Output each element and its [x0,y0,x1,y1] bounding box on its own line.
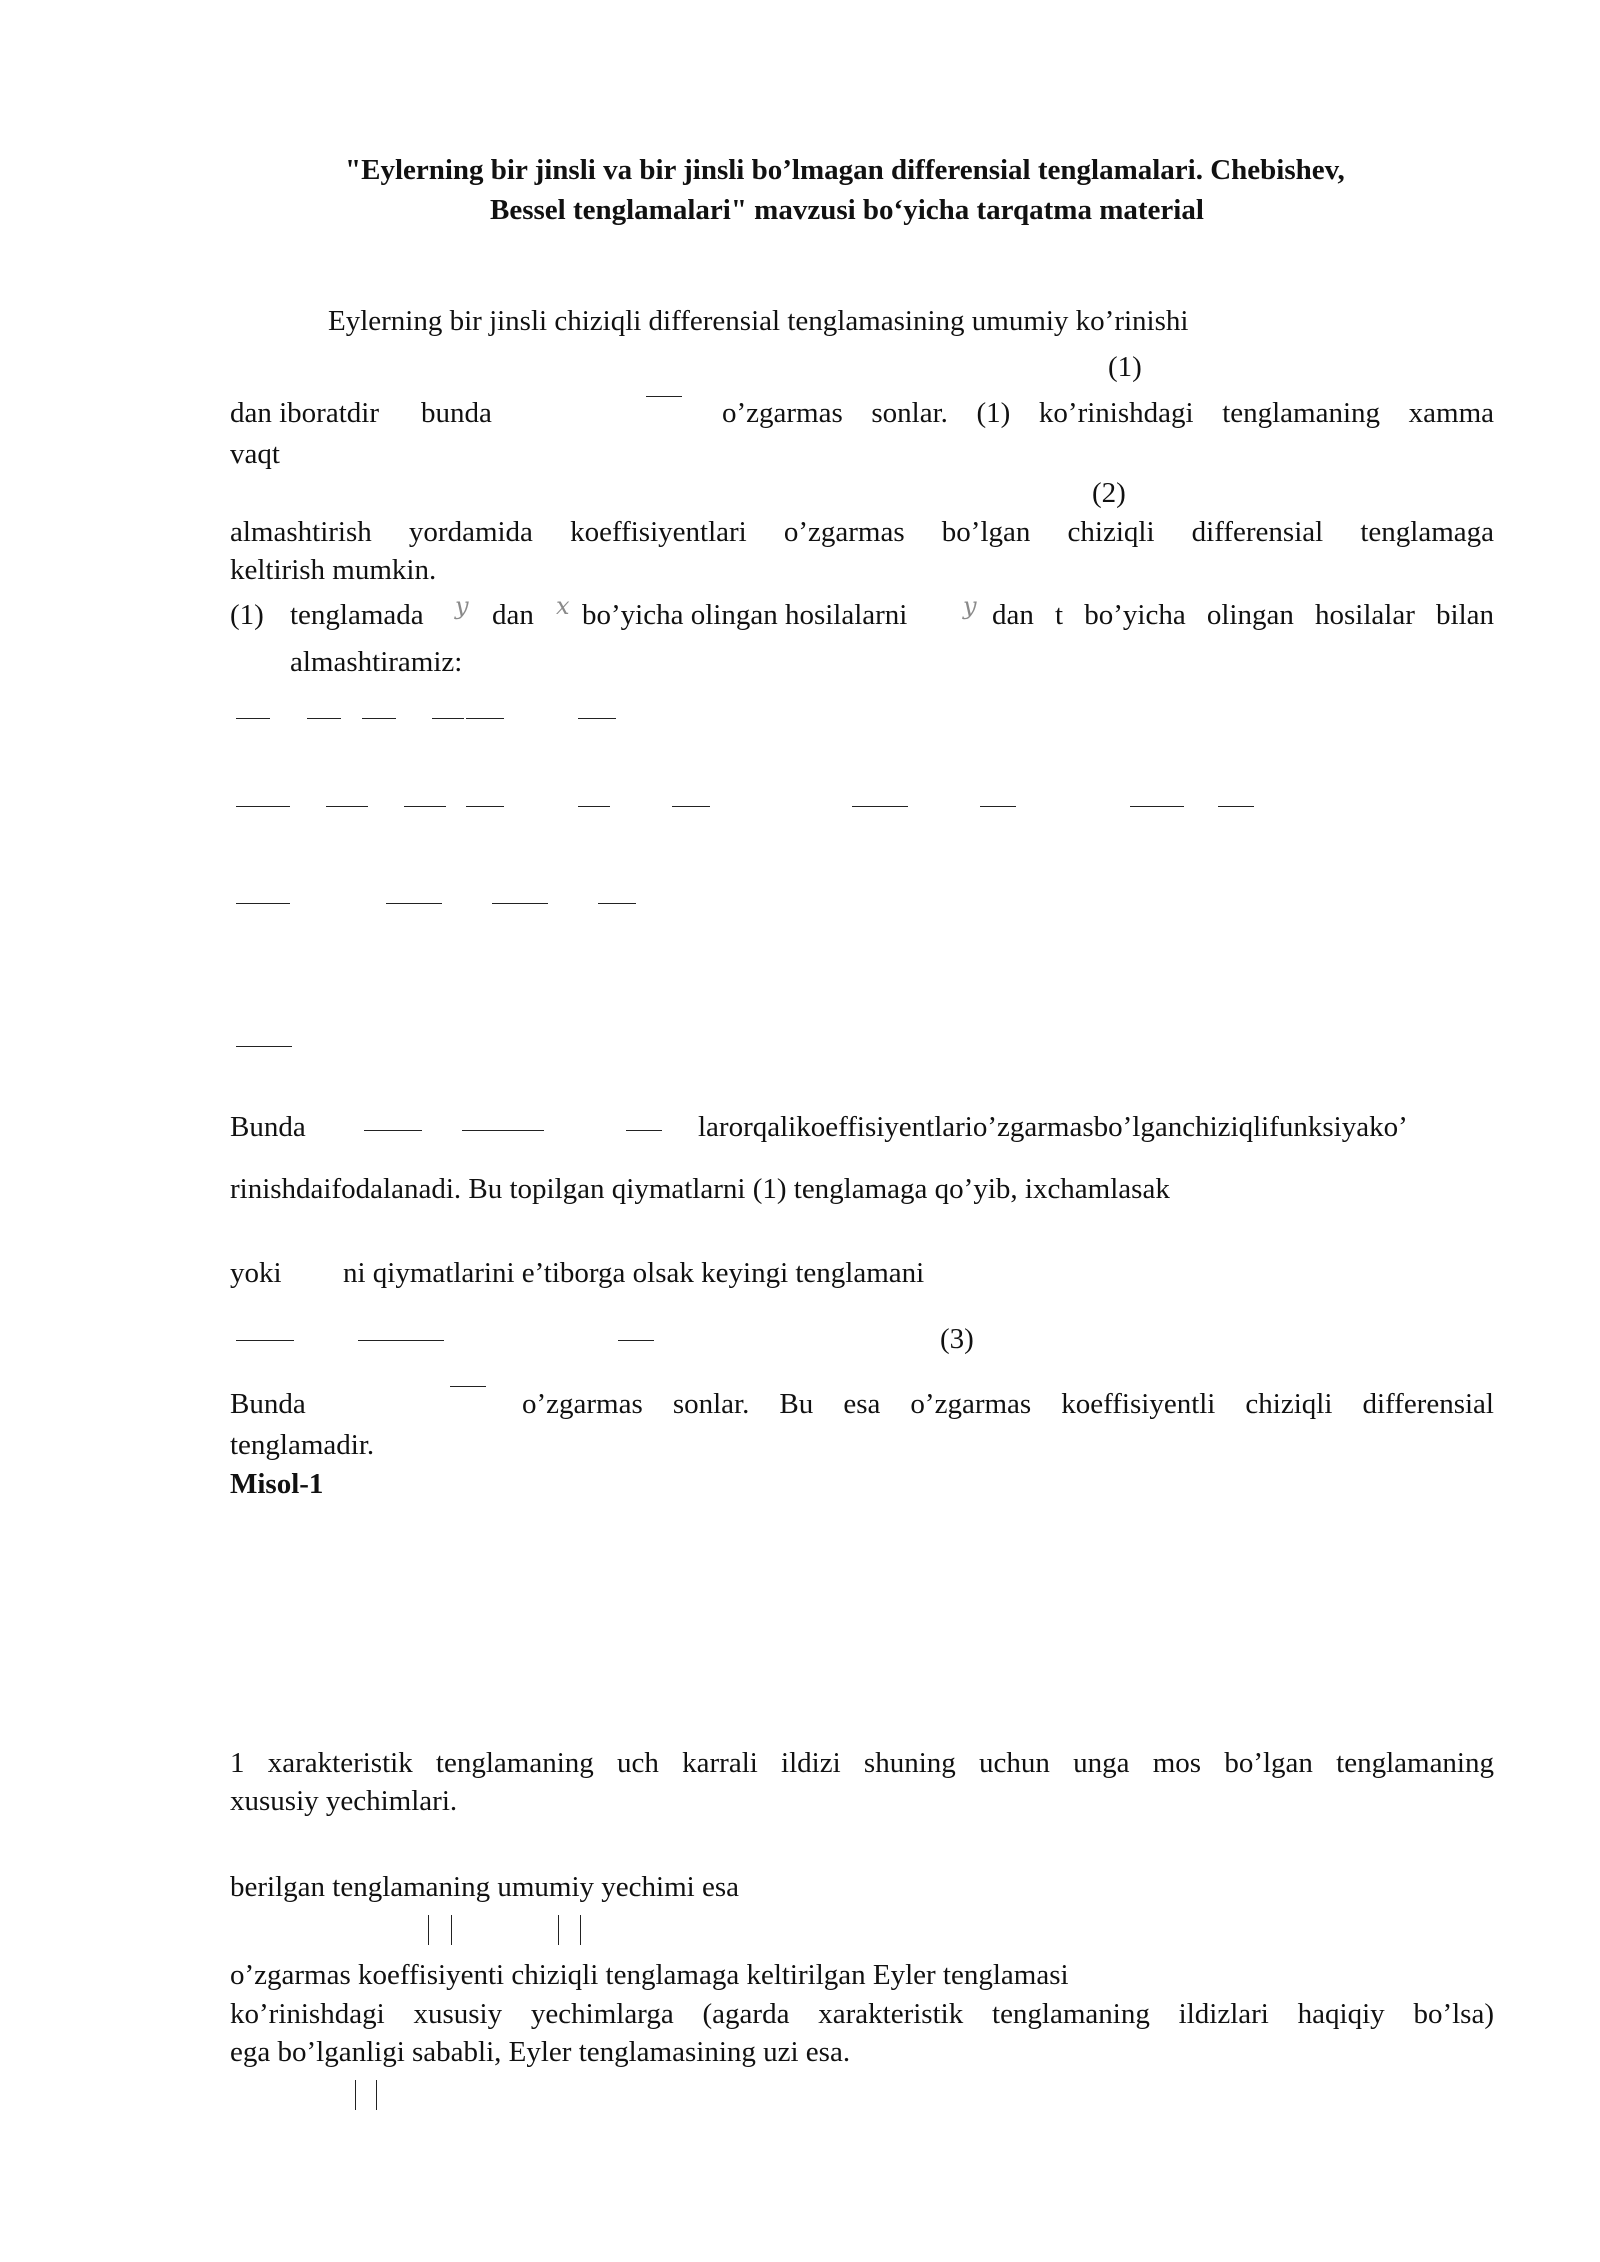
fraction-bar [236,806,290,807]
p1-text-a: dan iboratdir [230,397,379,429]
abs-bar [558,1915,559,1945]
fraction-bar [980,806,1016,807]
fraction-bar [578,806,610,807]
fraction-bar [1218,806,1254,807]
equation-label-1: (1) [1108,351,1142,383]
fraction-bar [462,1130,544,1131]
fraction-bar [626,1130,662,1131]
p6-text-a: Bunda [230,1388,306,1420]
p1-text-b: bunda [421,397,492,429]
p3-word-1: tenglamada [290,599,424,631]
title-line-2: Bessel tenglamalari" mavzusi bo‘yicha tarqatma material [490,194,1204,226]
p6-line-2: tenglamadir. [230,1429,375,1461]
abs-bar [355,2080,356,2110]
fraction-bar [1130,806,1184,807]
p1-text-d: vaqt [230,438,280,470]
fraction-bar [450,1386,486,1387]
p2-line-2: keltirish mumkin. [230,554,437,586]
fraction-bar [364,1130,422,1131]
fraction-bar [492,903,548,904]
p9-line: o’zgarmas koeffisiyenti chiziqli tenglamaga keltirilgan Eyler tenglamasi [230,1959,1069,1991]
fraction-bar [236,903,290,904]
fraction-bar [326,806,368,807]
p6-text-b: o’zgarmas sonlar. Bu esa o’zgarmas koeffisiyentli chiziqli differensial [522,1388,1494,1420]
abs-bar [451,1915,452,1945]
p7-line-2: xususiy yechimlari. [230,1785,458,1817]
fraction-bar [672,806,710,807]
p3-number: (1) [230,599,264,631]
p7-line-1: 1 xarakteristik tenglamaning uch karrali ildizi shuning uchun unga mos bo’lgan tenglamaning [230,1747,1494,1779]
variable-x-icon: x [556,592,570,620]
fraction-bar [404,806,446,807]
fraction-bar [466,806,504,807]
fraction-bar [466,718,504,719]
p2-line-1: almashtirish yordamida koeffisiyentlari o’zgarmas bo’lgan chiziqli differensial tenglamaga [230,516,1494,548]
abs-bar [376,2080,377,2110]
p5-text-a: yoki [230,1257,282,1289]
p4-text-a: Bunda [230,1111,306,1143]
fraction-bar [236,718,270,719]
fraction-bar [852,806,908,807]
p1-text-c: o’zgarmas sonlar. (1) ko’rinishdagi tenglamaning xamma [722,397,1494,429]
fraction-bar [236,1340,294,1341]
p4-line-2: rinishdaifodalanadi. Bu topilgan qiymatlarni (1) tenglamaga qo’yib, ixchamlasak [230,1173,1170,1205]
p10-line-1: ko’rinishdagi xususiy yechimlarga (agarda xarakteristik tenglamaning ildizlari haqiqiy bo’lsa) [230,1998,1494,2030]
fraction-bar [618,1340,654,1341]
intro-line: Eylerning bir jinsli chiziqli differensial tenglamasining umumiy ko’rinishi [328,305,1189,337]
p5-text-b: ni qiymatlarini e’tiborga olsak keyingi tenglamani [343,1257,925,1289]
p10-line-2: ega bo’lganligi sababli, Eyler tenglamasining uzi esa. [230,2036,851,2068]
fraction-bar [386,903,442,904]
example-heading: Misol-1 [230,1468,324,1500]
fraction-bar [432,718,464,719]
fraction-bar [578,718,616,719]
p8-line: berilgan tenglamaning umumiy yechimi esa [230,1871,739,1903]
equation-label-2: (2) [1092,477,1126,509]
fraction-bar [646,396,682,397]
abs-bar [580,1915,581,1945]
p3-word-3: bo’yicha olingan hosilalarni [582,599,908,631]
fraction-bar [362,718,396,719]
p3-word-2: dan [492,599,534,631]
p3-word-4: dan t bo’yicha olingan hosilalar bilan [992,599,1494,631]
title-line-1: "Eylerning bir jinsli va bir jinsli bo’lmagan differensial tenglamalari. Chebishev, [345,154,1345,186]
p3-line-2: almashtiramiz: [290,646,463,678]
abs-bar [428,1915,429,1945]
equation-label-3: (3) [940,1323,974,1355]
variable-y-icon: y [455,592,469,620]
fraction-bar [358,1340,444,1341]
variable-y-icon: y [963,592,977,620]
fraction-bar [307,718,341,719]
fraction-bar [598,903,636,904]
p4-text-b: larorqalikoeffisiyentlario’zgarmasbo’lganchiziqlifunksiyako’ [698,1111,1408,1143]
fraction-bar [236,1046,292,1047]
